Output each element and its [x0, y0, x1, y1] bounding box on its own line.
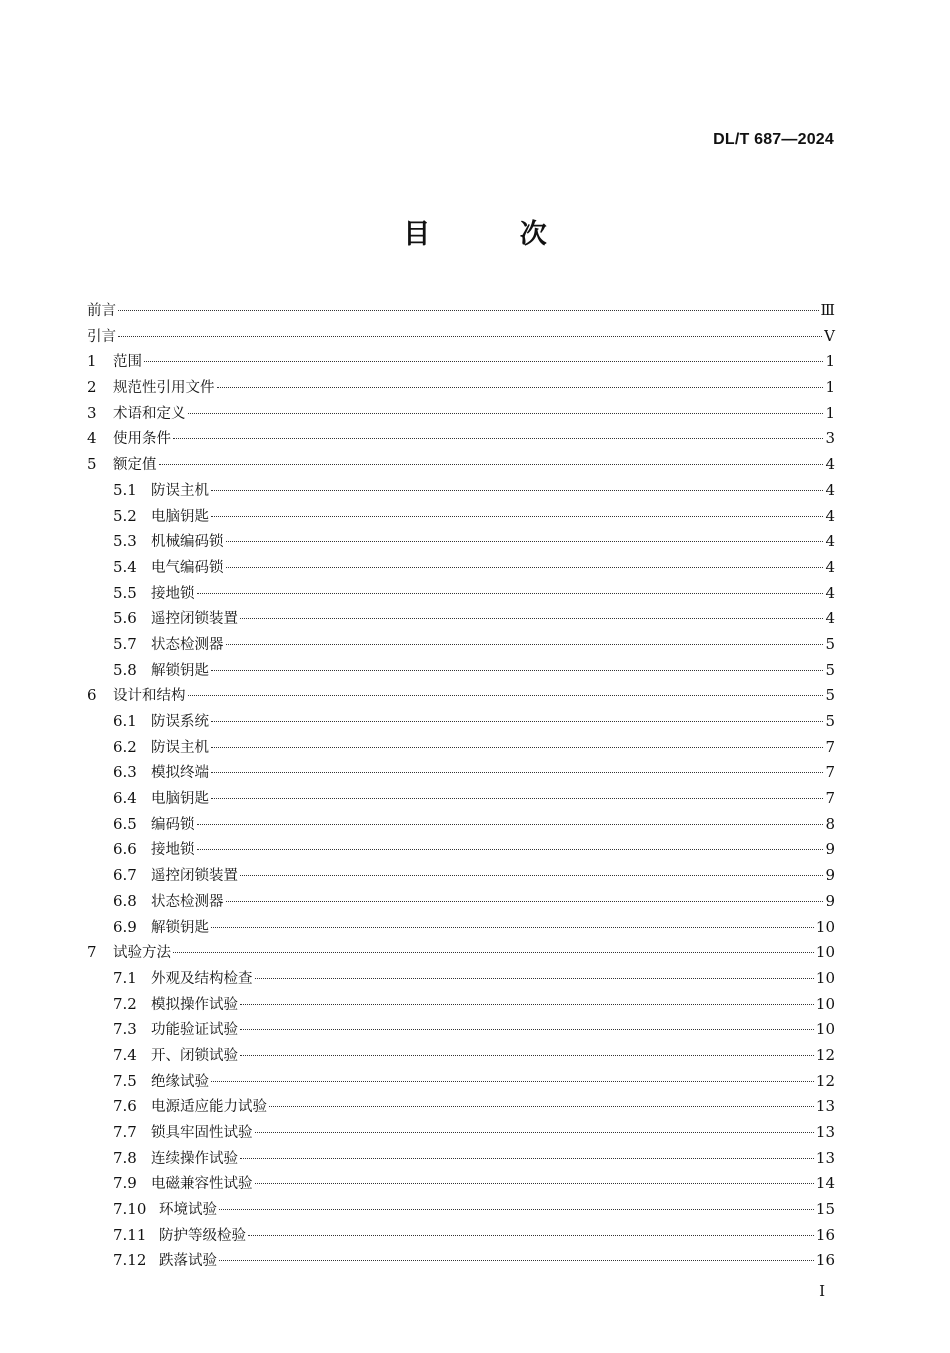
toc-entry-title: 使用条件 — [113, 431, 171, 448]
toc-entry-number: 6.5 — [113, 814, 137, 833]
toc-entry-number: 7.8 — [113, 1148, 137, 1167]
toc-entry-title: 防误主机 — [151, 739, 209, 756]
toc-leader-dots — [211, 670, 823, 671]
toc-entry-number: 5.7 — [113, 634, 137, 653]
toc-entry[interactable] — [87, 1223, 835, 1249]
toc-entry-title: 试验方法 — [113, 945, 171, 962]
toc-leader-dots — [226, 901, 824, 902]
toc-entry-title: 跌落试验 — [159, 1253, 217, 1270]
toc-entry[interactable] — [87, 478, 835, 504]
toc-entry-title: 外观及结构检查 — [151, 970, 253, 987]
toc-entry[interactable] — [87, 581, 835, 607]
toc-leader-dots — [255, 1132, 814, 1133]
toc-entry-page: 1 — [825, 352, 835, 371]
toc-entry[interactable] — [87, 555, 835, 581]
toc-entry-number: 6.9 — [113, 917, 137, 936]
toc-entry[interactable] — [87, 349, 835, 375]
toc-entry[interactable] — [87, 940, 835, 966]
toc-entry-page: 12 — [815, 1071, 835, 1090]
toc-entry-title: 状态检测器 — [151, 636, 224, 653]
toc-entry-title: 防误系统 — [151, 714, 209, 730]
toc-entry-page: 13 — [815, 1148, 835, 1167]
toc-entry-title: 设计和结构 — [113, 688, 186, 705]
toc-entry-page: 5 — [825, 660, 835, 679]
toc-entry-number: 6 — [87, 686, 97, 705]
toc-entry-page: 4 — [825, 455, 835, 474]
toc-entry[interactable] — [87, 992, 835, 1018]
toc-entry[interactable] — [87, 1069, 835, 1095]
toc-entry[interactable] — [87, 452, 835, 478]
toc-entry[interactable] — [87, 606, 835, 632]
toc-entry-number: 7.6 — [113, 1097, 137, 1116]
toc-entry-page: 13 — [815, 1097, 835, 1116]
toc-entry-page: 12 — [815, 1045, 835, 1064]
toc-entry-page: 10 — [815, 917, 835, 936]
toc-entry-title: 电气编码锁 — [151, 559, 224, 576]
toc-entry-page: 10 — [815, 968, 835, 987]
toc-entry-page: 5 — [825, 686, 835, 705]
toc-entry-title: 电脑钥匙 — [151, 508, 209, 525]
toc-leader-dots — [211, 927, 814, 928]
toc-leader-dots — [255, 978, 814, 979]
toc-entry-page: 4 — [825, 583, 835, 602]
toc-entry-number: 4 — [87, 429, 97, 448]
toc-entry-title: 遥控闭锁装置 — [151, 868, 238, 885]
toc-entry-page: 1 — [825, 378, 835, 397]
toc-leader-dots — [197, 593, 824, 594]
toc-entry-title: 术语和定义 — [113, 405, 186, 422]
toc-leader-dots — [211, 747, 823, 748]
page-number: I — [819, 1282, 825, 1300]
toc-leader-dots — [217, 387, 824, 388]
toc-leader-dots — [219, 1209, 814, 1210]
toc-entry-number: 7.2 — [113, 994, 137, 1013]
toc-entry-title: 连续操作试验 — [151, 1150, 238, 1167]
toc-leader-dots — [118, 310, 819, 311]
toc-entry-page: 7 — [825, 763, 835, 782]
toc-entry[interactable] — [87, 1248, 835, 1274]
toc-leader-dots — [211, 516, 823, 517]
toc-entry-page: 3 — [825, 429, 835, 448]
toc-entry[interactable] — [87, 1146, 835, 1172]
toc-leader-dots — [211, 721, 823, 722]
toc-entry-number: 5.2 — [113, 506, 137, 525]
toc-leader-dots — [240, 875, 823, 876]
toc-entry-page: 10 — [815, 943, 835, 962]
toc-entry-title: 防误主机 — [151, 482, 209, 499]
toc-entry-page: 7 — [825, 789, 835, 808]
toc-entry[interactable] — [87, 709, 835, 735]
toc-entry[interactable] — [87, 401, 835, 427]
toc-entry-number: 6.2 — [113, 737, 137, 756]
table-of-contents — [87, 298, 835, 1274]
toc-leader-dots — [240, 1004, 814, 1005]
toc-entry[interactable] — [87, 1017, 835, 1043]
toc-entry-title: 机械编码锁 — [151, 534, 224, 551]
document-code: DL/T 687—2024 — [713, 131, 834, 148]
toc-entry-page: 5 — [825, 634, 835, 653]
toc-entry-number: 5.1 — [113, 480, 137, 499]
toc-entry-page: 10 — [815, 994, 835, 1013]
toc-entry-title: 解锁钥匙 — [151, 919, 209, 936]
toc-leader-dots — [211, 798, 823, 799]
toc-entry-title: 锁具牢固性试验 — [151, 1125, 253, 1141]
toc-leader-dots — [173, 952, 814, 953]
toc-entry-number: 5.5 — [113, 583, 137, 602]
toc-entry-number: 6.6 — [113, 840, 137, 859]
toc-entry-number: 5.4 — [113, 557, 137, 576]
toc-entry-number: 5.6 — [113, 609, 137, 628]
toc-leader-dots — [173, 438, 823, 439]
toc-entry-page: 9 — [825, 866, 835, 885]
toc-entry-number: 7.11 — [113, 1225, 147, 1244]
toc-entry-title: 功能验证试验 — [151, 1022, 238, 1039]
toc-leader-dots — [226, 567, 824, 568]
toc-entry-page: Ⅴ — [824, 326, 835, 345]
toc-entry-title: 电脑钥匙 — [151, 791, 209, 808]
toc-entry-page: 9 — [825, 840, 835, 859]
toc-entry-number: 7.10 — [113, 1200, 147, 1219]
toc-entry-number: 7.9 — [113, 1174, 137, 1193]
toc-leader-dots — [197, 824, 824, 825]
toc-leader-dots — [211, 772, 823, 773]
toc-leader-dots — [118, 336, 822, 337]
toc-entry[interactable] — [87, 324, 835, 350]
toc-entry-page: 13 — [815, 1123, 835, 1141]
toc-entry-number: 7.4 — [113, 1045, 137, 1064]
toc-entry-number: 7.12 — [113, 1251, 147, 1270]
toc-entry-title: 电源适应能力试验 — [151, 1099, 267, 1116]
toc-entry-page: 4 — [825, 532, 835, 551]
toc-entry[interactable] — [87, 966, 835, 992]
toc-entry-title: 状态检测器 — [151, 893, 224, 910]
toc-entry[interactable] — [87, 632, 835, 658]
toc-leader-dots — [240, 1055, 814, 1056]
toc-entry-page: 16 — [815, 1225, 835, 1244]
toc-entry-number: 7.3 — [113, 1020, 137, 1039]
toc-entry-number: 6.1 — [113, 712, 137, 730]
toc-entry-title: 防护等级检验 — [159, 1227, 246, 1244]
toc-entry-number: 6.7 — [113, 866, 137, 885]
toc-entry[interactable] — [87, 786, 835, 812]
toc-leader-dots — [255, 1183, 814, 1184]
toc-entry-number: 3 — [87, 403, 97, 422]
toc-entry-title: 环境试验 — [159, 1202, 217, 1219]
toc-leader-dots — [269, 1106, 814, 1107]
toc-leader-dots — [240, 618, 823, 619]
toc-leader-dots — [226, 644, 824, 645]
toc-entry[interactable] — [87, 760, 835, 786]
toc-entry-title: 范围 — [113, 354, 142, 371]
toc-entry-page: 5 — [825, 712, 835, 730]
toc-entry-title: 编码锁 — [151, 816, 195, 833]
toc-entry[interactable] — [87, 889, 835, 915]
toc-entry[interactable] — [87, 915, 835, 941]
toc-entry-number: 6.3 — [113, 763, 137, 782]
toc-entry[interactable] — [87, 683, 835, 709]
toc-entry[interactable] — [87, 504, 835, 530]
toc-entry[interactable] — [87, 1094, 835, 1120]
toc-entry-page: 9 — [825, 891, 835, 910]
toc-entry-title: 开、闭锁试验 — [151, 1047, 238, 1064]
toc-entry[interactable] — [87, 735, 835, 761]
toc-entry-number: 7.1 — [113, 968, 137, 987]
toc-leader-dots — [144, 361, 823, 362]
toc-leader-dots — [188, 413, 824, 414]
toc-leader-dots — [211, 1081, 814, 1082]
toc-entry[interactable] — [87, 1120, 835, 1146]
toc-entry[interactable] — [87, 375, 835, 401]
toc-entry-page: 4 — [825, 506, 835, 525]
toc-entry-title: 接地锁 — [151, 842, 195, 859]
toc-entry-page: 16 — [815, 1251, 835, 1270]
toc-leader-dots — [240, 1158, 814, 1159]
toc-entry[interactable] — [87, 863, 835, 889]
toc-entry[interactable] — [87, 812, 835, 838]
toc-entry[interactable] — [87, 426, 835, 452]
toc-leader-dots — [219, 1260, 814, 1261]
toc-entry-page: 1 — [825, 403, 835, 422]
toc-entry-number: 5 — [87, 455, 97, 474]
toc-entry-page: 8 — [825, 814, 835, 833]
toc-entry-number: 5.8 — [113, 660, 137, 679]
toc-entry-number: 7 — [87, 943, 97, 962]
toc-entry-number: 7.7 — [113, 1123, 137, 1141]
toc-entry-page: 4 — [825, 609, 835, 628]
toc-entry-title: 额定值 — [113, 457, 157, 474]
toc-leader-dots — [159, 464, 824, 465]
toc-entry-page: 10 — [815, 1020, 835, 1039]
toc-entry-page: 4 — [825, 557, 835, 576]
toc-entry-page: 14 — [815, 1174, 835, 1193]
toc-entry[interactable] — [87, 1171, 835, 1197]
toc-entry[interactable] — [87, 1197, 835, 1223]
toc-entry-title: 模拟操作试验 — [151, 996, 238, 1013]
toc-leader-dots — [240, 1029, 814, 1030]
toc-entry-page: 4 — [825, 480, 835, 499]
toc-leader-dots — [226, 541, 824, 542]
toc-entry[interactable] — [87, 1043, 835, 1069]
toc-entry-number: 5.3 — [113, 532, 137, 551]
toc-entry-title: 模拟终端 — [151, 765, 209, 782]
toc-entry-number: 7.5 — [113, 1071, 137, 1090]
toc-entry-title: 解锁钥匙 — [151, 662, 209, 679]
toc-entry-title: 引言 — [87, 328, 116, 345]
toc-entry[interactable] — [87, 529, 835, 555]
toc-entry-page: 15 — [815, 1200, 835, 1219]
toc-entry-title: 电磁兼容性试验 — [151, 1176, 253, 1193]
toc-entry-title: 前言 — [87, 303, 116, 319]
toc-entry-title: 遥控闭锁装置 — [151, 611, 238, 628]
toc-entry-title: 规范性引用文件 — [113, 380, 215, 397]
toc-entry[interactable] — [87, 298, 835, 324]
toc-entry[interactable] — [87, 837, 835, 863]
toc-entry-title: 接地锁 — [151, 585, 195, 602]
toc-entry-number: 2 — [87, 378, 97, 397]
toc-entry[interactable] — [87, 658, 835, 684]
toc-entry-page: Ⅲ — [820, 301, 835, 319]
toc-entry-number: 6.8 — [113, 891, 137, 910]
toc-leader-dots — [248, 1235, 814, 1236]
toc-entry-page: 7 — [825, 737, 835, 756]
toc-entry-number: 6.4 — [113, 789, 137, 808]
toc-entry-title: 绝缘试验 — [151, 1073, 209, 1090]
toc-entry-number: 1 — [87, 352, 97, 371]
toc-leader-dots — [188, 695, 824, 696]
page-title: 目 次 — [403, 219, 587, 250]
toc-leader-dots — [197, 849, 824, 850]
toc-leader-dots — [211, 490, 823, 491]
